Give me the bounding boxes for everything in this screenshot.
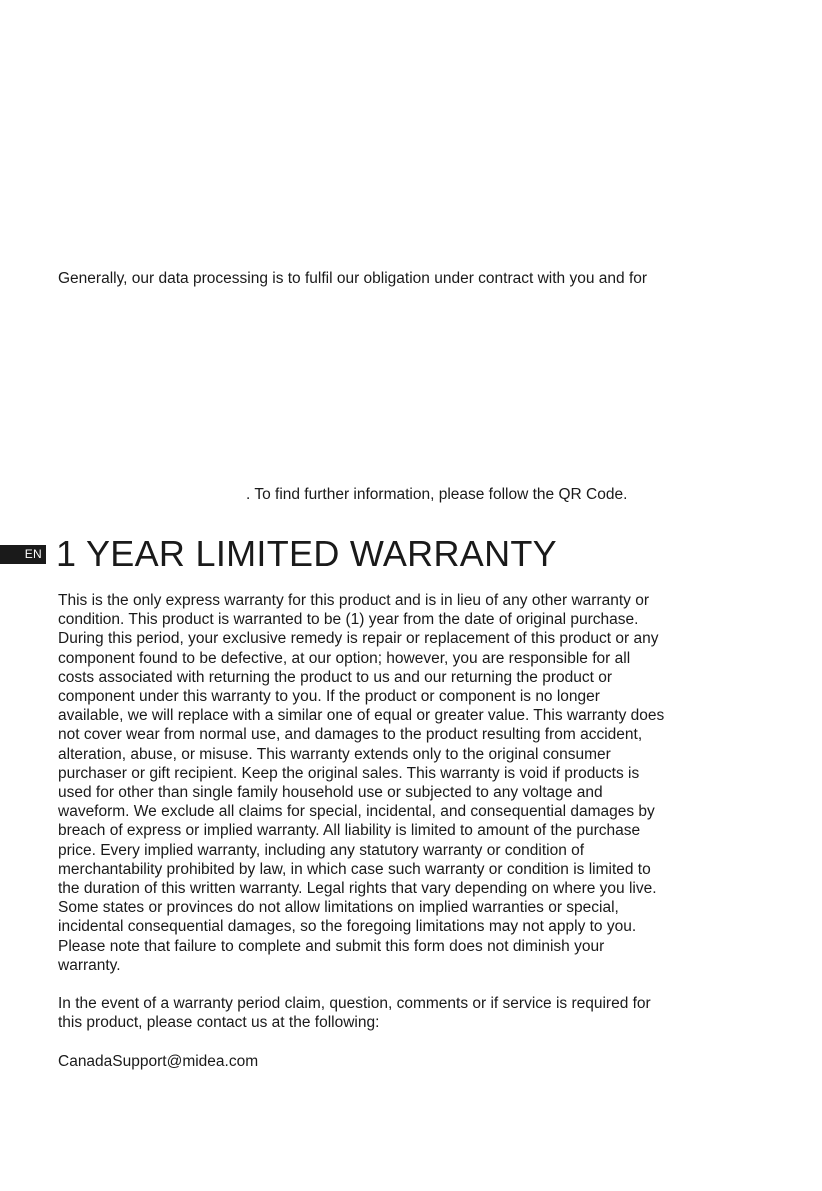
data-processing-text: Generally, our data processing is to fulfil our obligation under contract with you and for <box>58 270 648 287</box>
warranty-line: costs associated with returning the product to us and our returning the product or <box>58 668 613 686</box>
contact-paragraph <box>58 994 773 1032</box>
warranty-line: purchaser or gift recipient. Keep the original sales. This warranty is void if products is <box>58 764 640 782</box>
warranty-line: This is the only express warranty for this product and is in lieu of any other warranty or <box>58 592 649 609</box>
warranty-section <box>58 591 773 1071</box>
warranty-line: component found to be defective, at our option; however, you are responsible for all <box>58 649 631 667</box>
warranty-paragraph <box>58 591 773 975</box>
support-email[interactable]: CanadaSupport@midea.com <box>58 1052 259 1070</box>
contact-line: In the event of a warranty period claim, question, comments or if service is required for <box>58 995 651 1013</box>
warranty-line: waveform. We exclude all claims for special, incidental, and consequential damages by <box>58 803 655 821</box>
warranty-line: used for other than single family household use or subjected to any voltage and <box>58 784 603 802</box>
warranty-line: price. Every implied warranty, including any statutory warranty or condition of <box>58 841 585 859</box>
warranty-line: available, we will replace with a similar one of equal or greater value. This warranty does <box>58 707 665 725</box>
language-tab: EN <box>0 545 46 564</box>
warranty-line: not cover wear from normal use, and damages to the product resulting from accident, <box>58 726 643 744</box>
warranty-title: 1 YEAR LIMITED WARRANTY <box>56 533 557 574</box>
warranty-line: alteration, abuse, or misuse. This warranty extends only to the original consumer <box>58 745 611 763</box>
contact-line: this product, please contact us at the following: <box>58 1014 380 1032</box>
warranty-line: Some states or provinces do not allow limitations on implied warranties or special, <box>58 899 619 917</box>
warranty-line: the duration of this written warranty. Legal rights that vary depending on where you live. <box>58 880 657 898</box>
warranty-line: breach of express or implied warranty. All liability is limited to amount of the purchase <box>58 822 641 840</box>
warranty-line: condition. This product is warranted to be (1) year from the date of original purchase. <box>58 611 639 629</box>
warranty-line: During this period, your exclusive remedy is repair or replacement of this product or any <box>58 630 659 648</box>
paragraph-spacer <box>58 1033 773 1052</box>
warranty-line: merchantability prohibited by law, in which case such warranty or condition is limited to <box>58 860 651 878</box>
qr-code-info-text: . To find further information, please follow the QR Code. <box>246 486 628 503</box>
warranty-line: warranty. <box>58 956 121 974</box>
warranty-line: incidental consequential damages, so the foregoing limitations may not apply to you. <box>58 918 637 936</box>
contact-email-paragraph <box>58 1052 773 1071</box>
warranty-line: component under this warranty to you. If the product or component is no longer <box>58 688 600 706</box>
warranty-line: Please note that failure to complete and submit this form does not diminish your <box>58 937 605 955</box>
paragraph-spacer <box>58 975 773 994</box>
